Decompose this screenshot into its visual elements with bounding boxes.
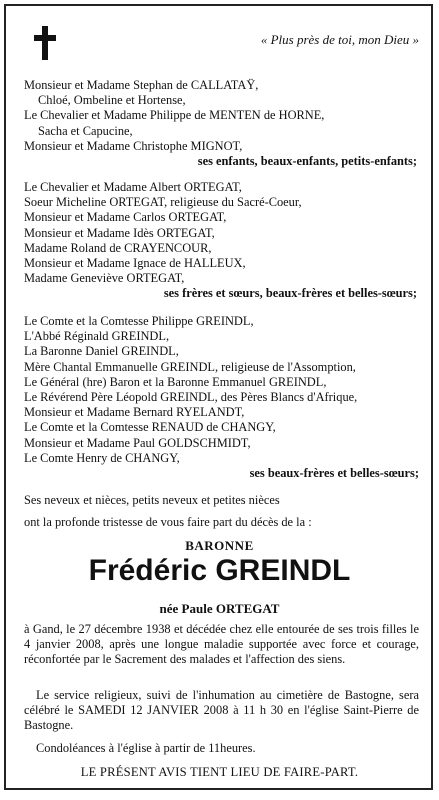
family-line: Monsieur et Madame Ignace de HALLEUX, xyxy=(24,256,246,271)
family-line: Le Révérend Père Léopold GREINDL, des Pères Blancs d'Afrique, xyxy=(24,390,358,405)
body-paragraph-2: Le service religieux, suivi de l'inhumation au cimetière de Bastogne, sera célébré le SAMEDI 12 JANVIER 2008 à 11 h 30 en l'église Saint-Pierre de Bastogne. xyxy=(24,688,419,733)
family-line: Le Comte et la Comtesse Philippe GREINDL, xyxy=(24,314,254,328)
inlaws-block xyxy=(24,314,419,481)
family-line: Monsieur et Madame Bernard RYELANDT, xyxy=(24,405,245,420)
family-line: Madame Roland de CRAYENCOUR, xyxy=(24,240,212,255)
family-line: Mère Chantal Emmanuelle GREINDL, religieuse de l'Assomption, xyxy=(24,359,356,374)
body-paragraph-1: à Gand, le 27 décembre 1938 et décédée chez elle entourée de ses trois filles le 4 janvier 2008, après une longue maladie supportée avec force et courage, réconfortée par le Sacrement des malades et l'affection des siens. xyxy=(24,622,419,667)
children-block xyxy=(24,78,419,169)
siblings-block xyxy=(24,180,419,302)
family-line: Le Comte et la Comtesse RENAUD de CHANGY, xyxy=(24,420,276,435)
family-line: Le Chevalier et Madame Philippe de MENTEN de HORNE, xyxy=(24,108,325,123)
family-line: Monsieur et Madame Idès ORTEGAT, xyxy=(24,225,215,240)
relation-label: ses enfants, beaux-enfants, petits-enfants; xyxy=(197,154,417,169)
family-line: Monsieur et Madame Stephan de CALLATAŸ, xyxy=(24,78,259,92)
family-line: Madame Geneviève ORTEGAT, xyxy=(24,271,185,286)
family-line: Le Chevalier et Madame Albert ORTEGAT, xyxy=(24,180,242,194)
announcement-line-1: Ses neveux et nièces, petits neveux et petites nièces xyxy=(24,493,280,507)
relation-label: ses beaux-frères et belles-sœurs; xyxy=(249,466,419,481)
notice-footer: LE PRÉSENT AVIS TIENT LIEU DE FAIRE-PART. xyxy=(80,765,359,779)
family-line: Le Général (hre) Baron et la Baronne Emmanuel GREINDL, xyxy=(24,374,327,389)
family-line: Monsieur et Madame Carlos ORTEGAT, xyxy=(24,210,227,225)
family-line: Soeur Micheline ORTEGAT, religieuse du Sacré-Coeur, xyxy=(24,195,302,210)
family-line: Monsieur et Madame Christophe MIGNOT, xyxy=(24,138,243,153)
family-line: Sacha et Capucine, xyxy=(38,123,133,138)
deceased-maiden-name: née Paule ORTEGAT xyxy=(159,601,280,616)
family-line: Monsieur et Madame Paul GOLDSCHMIDT, xyxy=(24,435,251,450)
deceased-title: BARONNE xyxy=(185,538,254,553)
relation-label: ses frères et sœurs, beaux-frères et belles-sœurs; xyxy=(163,286,417,301)
deceased-name: Frédéric GREINDL xyxy=(88,554,351,587)
cross-icon xyxy=(34,26,56,60)
family-line: La Baronne Daniel GREINDL, xyxy=(24,344,179,359)
announcement-line-2: ont la profonde tristesse de vous faire part du décès de la : xyxy=(24,515,312,529)
motto: « Plus près de toi, mon Dieu » xyxy=(260,32,419,47)
body-paragraph-3: Condoléances à l'église à partir de 11heures. xyxy=(36,741,256,755)
family-line: L'Abbé Réginald GREINDL, xyxy=(24,329,170,344)
family-line: Le Comte Henry de CHANGY, xyxy=(24,450,180,465)
family-line: Chloé, Ombeline et Hortense, xyxy=(38,93,186,108)
